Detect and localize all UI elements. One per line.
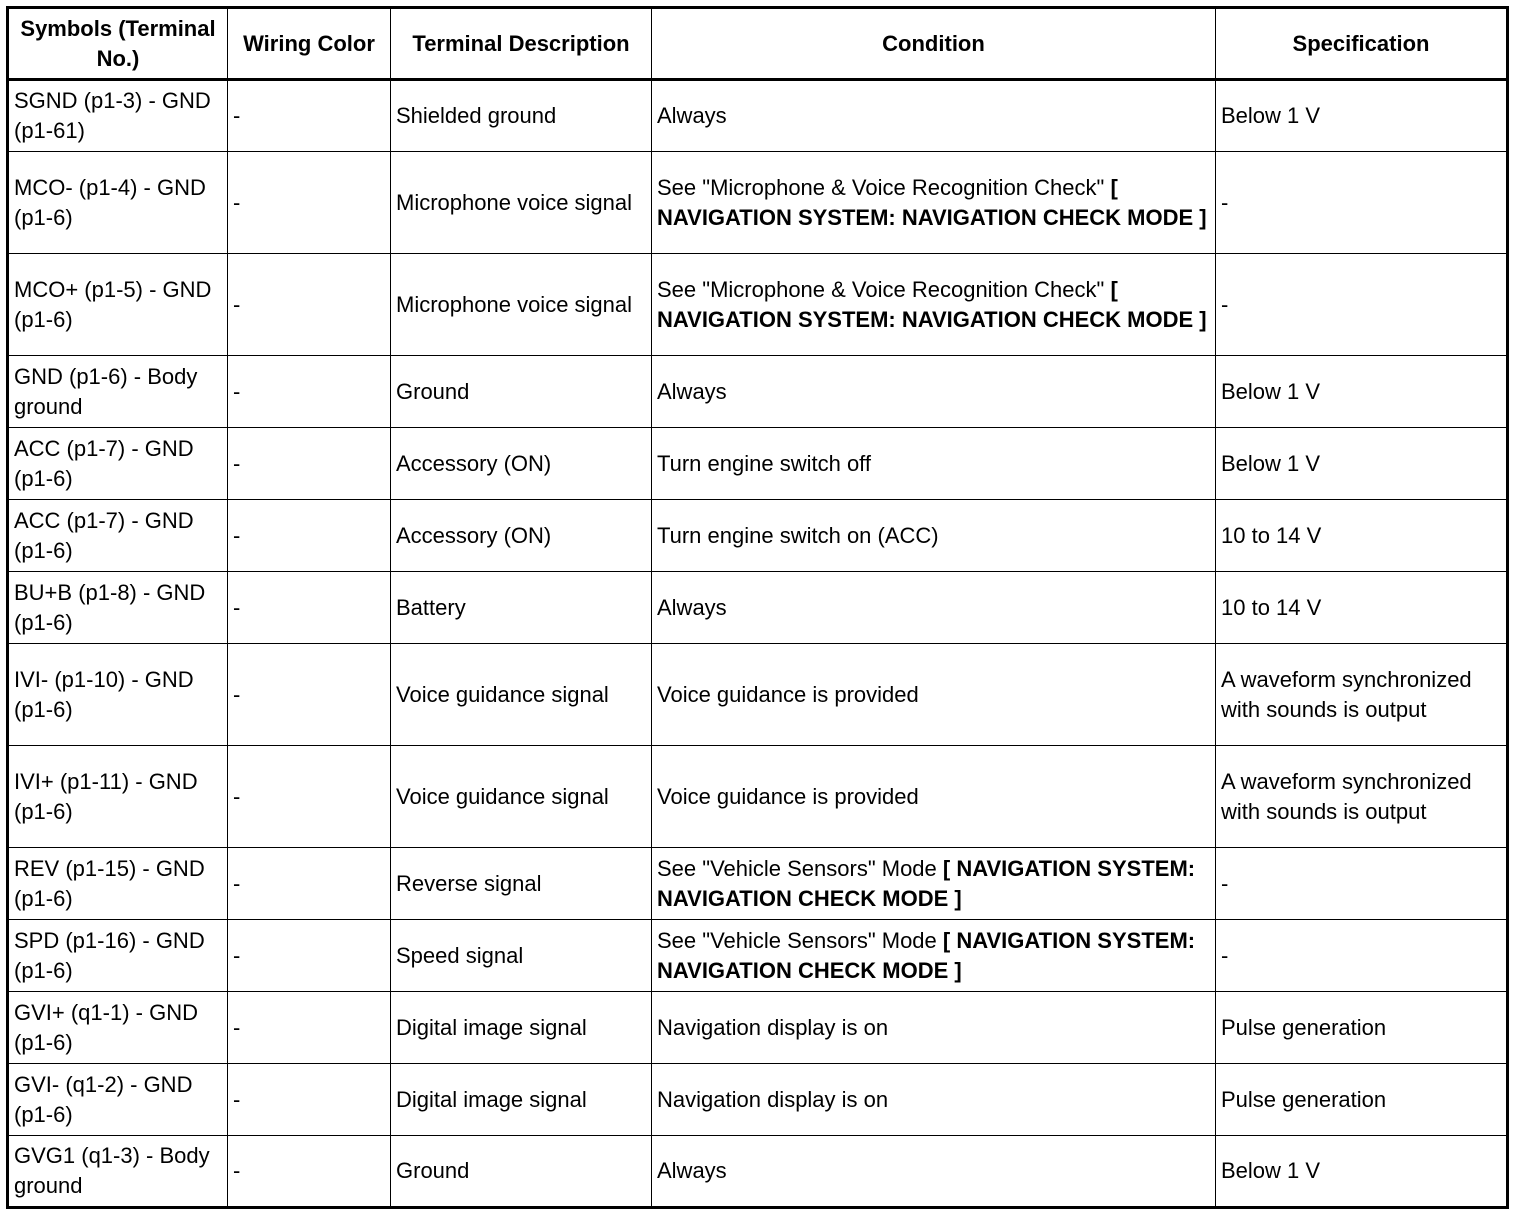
condition-text: See "Vehicle Sensors" Mode bbox=[657, 927, 943, 953]
condition-text: Turn engine switch off bbox=[657, 450, 872, 476]
condition-text: Navigation display is on bbox=[657, 1014, 889, 1040]
cell-specification: Pulse generation bbox=[1216, 992, 1508, 1064]
cell-symbol: SGND (p1-3) - GND (p1-61) bbox=[8, 80, 228, 152]
cell-symbol: GVI+ (q1-1) - GND (p1-6) bbox=[8, 992, 228, 1064]
cell-description: Digital image signal bbox=[391, 1064, 652, 1136]
cell-condition bbox=[652, 152, 1216, 254]
cell-wiring-color: - bbox=[228, 80, 391, 152]
cell-description: Microphone voice signal bbox=[391, 152, 652, 254]
cell-description: Battery bbox=[391, 572, 652, 644]
condition-text: Voice guidance is provided bbox=[657, 681, 919, 707]
table-row bbox=[8, 500, 1508, 572]
cell-wiring-color: - bbox=[228, 356, 391, 428]
table-row bbox=[8, 572, 1508, 644]
condition-text: Always bbox=[657, 594, 727, 620]
cell-symbol: ACC (p1-7) - GND (p1-6) bbox=[8, 500, 228, 572]
cell-specification: - bbox=[1216, 848, 1508, 920]
condition-text: Always bbox=[657, 378, 727, 404]
table-row bbox=[8, 920, 1508, 992]
cell-wiring-color: - bbox=[228, 920, 391, 992]
cell-symbol: BU+B (p1-8) - GND (p1-6) bbox=[8, 572, 228, 644]
cell-description: Speed signal bbox=[391, 920, 652, 992]
cell-description: Accessory (ON) bbox=[391, 500, 652, 572]
cell-condition bbox=[652, 1064, 1216, 1136]
header-wiring-color: Wiring Color bbox=[228, 8, 391, 80]
cell-condition bbox=[652, 848, 1216, 920]
cell-description: Voice guidance signal bbox=[391, 644, 652, 746]
cell-condition bbox=[652, 746, 1216, 848]
cell-condition bbox=[652, 920, 1216, 992]
cell-description: Reverse signal bbox=[391, 848, 652, 920]
cell-condition bbox=[652, 254, 1216, 356]
cell-wiring-color: - bbox=[228, 848, 391, 920]
cell-specification: Below 1 V bbox=[1216, 428, 1508, 500]
condition-reference-link[interactable]: [ NAVIGATION SYSTEM: NAVIGATION CHECK MODE ] bbox=[657, 174, 1207, 230]
header-row bbox=[8, 8, 1508, 80]
cell-wiring-color: - bbox=[228, 428, 391, 500]
cell-wiring-color: - bbox=[228, 254, 391, 356]
cell-description: Ground bbox=[391, 1136, 652, 1208]
header-terminal-description: Terminal Description bbox=[391, 8, 652, 80]
cell-wiring-color: - bbox=[228, 152, 391, 254]
cell-specification: A waveform synchronized with sounds is output bbox=[1216, 746, 1508, 848]
table-row bbox=[8, 80, 1508, 152]
cell-condition bbox=[652, 572, 1216, 644]
condition-text: Always bbox=[657, 103, 727, 128]
cell-description: Microphone voice signal bbox=[391, 254, 652, 356]
cell-description: Digital image signal bbox=[391, 992, 652, 1064]
cell-specification: - bbox=[1216, 152, 1508, 254]
table-row bbox=[8, 1136, 1508, 1208]
condition-text: Always bbox=[657, 1158, 727, 1183]
cell-symbol: REV (p1-15) - GND (p1-6) bbox=[8, 848, 228, 920]
header-condition: Condition bbox=[652, 8, 1216, 80]
condition-reference-link[interactable]: [ NAVIGATION SYSTEM: NAVIGATION CHECK MODE ] bbox=[657, 855, 1196, 911]
cell-symbol: IVI+ (p1-11) - GND (p1-6) bbox=[8, 746, 228, 848]
terminal-inspection-table bbox=[6, 6, 1509, 1209]
cell-description: Voice guidance signal bbox=[391, 746, 652, 848]
cell-specification: - bbox=[1216, 920, 1508, 992]
cell-specification: Pulse generation bbox=[1216, 1064, 1508, 1136]
cell-condition bbox=[652, 644, 1216, 746]
condition-reference-link[interactable]: [ NAVIGATION SYSTEM: NAVIGATION CHECK MODE ] bbox=[657, 927, 1196, 983]
cell-symbol: MCO+ (p1-5) - GND (p1-6) bbox=[8, 254, 228, 356]
header-specification: Specification bbox=[1216, 8, 1508, 80]
cell-condition bbox=[652, 1136, 1216, 1208]
table-row bbox=[8, 746, 1508, 848]
cell-symbol: ACC (p1-7) - GND (p1-6) bbox=[8, 428, 228, 500]
cell-symbol: GND (p1-6) - Body ground bbox=[8, 356, 228, 428]
cell-symbol: MCO- (p1-4) - GND (p1-6) bbox=[8, 152, 228, 254]
header-symbols: Symbols (Terminal No.) bbox=[8, 8, 228, 80]
cell-symbol: IVI- (p1-10) - GND (p1-6) bbox=[8, 644, 228, 746]
table-row bbox=[8, 644, 1508, 746]
cell-wiring-color: - bbox=[228, 572, 391, 644]
condition-text: See "Vehicle Sensors" Mode bbox=[657, 855, 943, 881]
cell-specification: - bbox=[1216, 254, 1508, 356]
table-row bbox=[8, 992, 1508, 1064]
condition-text: See "Microphone & Voice Recognition Check" bbox=[657, 174, 1111, 200]
cell-specification: Below 1 V bbox=[1216, 80, 1508, 152]
cell-specification: 10 to 14 V bbox=[1216, 500, 1508, 572]
cell-specification: Below 1 V bbox=[1216, 1136, 1508, 1208]
cell-wiring-color: - bbox=[228, 1136, 391, 1208]
cell-wiring-color: - bbox=[228, 746, 391, 848]
table-row bbox=[8, 848, 1508, 920]
table-row bbox=[8, 356, 1508, 428]
condition-text: Navigation display is on bbox=[657, 1086, 889, 1112]
table-row bbox=[8, 254, 1508, 356]
condition-reference-link[interactable]: [ NAVIGATION SYSTEM: NAVIGATION CHECK MODE ] bbox=[657, 276, 1207, 332]
table-row bbox=[8, 1064, 1508, 1136]
cell-description: Ground bbox=[391, 356, 652, 428]
condition-text: Turn engine switch on (ACC) bbox=[657, 522, 939, 548]
condition-text: See "Microphone & Voice Recognition Check" bbox=[657, 276, 1111, 302]
terminal-table-container bbox=[6, 6, 1506, 1209]
cell-wiring-color: - bbox=[228, 1064, 391, 1136]
cell-specification: Below 1 V bbox=[1216, 356, 1508, 428]
cell-wiring-color: - bbox=[228, 500, 391, 572]
cell-symbol: SPD (p1-16) - GND (p1-6) bbox=[8, 920, 228, 992]
cell-description: Accessory (ON) bbox=[391, 428, 652, 500]
table-row bbox=[8, 152, 1508, 254]
cell-symbol: GVG1 (q1-3) - Body ground bbox=[8, 1136, 228, 1208]
cell-wiring-color: - bbox=[228, 992, 391, 1064]
table-row bbox=[8, 428, 1508, 500]
cell-condition bbox=[652, 992, 1216, 1064]
cell-symbol: GVI- (q1-2) - GND (p1-6) bbox=[8, 1064, 228, 1136]
cell-condition bbox=[652, 356, 1216, 428]
cell-condition bbox=[652, 428, 1216, 500]
condition-text: Voice guidance is provided bbox=[657, 783, 919, 809]
cell-wiring-color: - bbox=[228, 644, 391, 746]
cell-condition bbox=[652, 500, 1216, 572]
cell-specification: A waveform synchronized with sounds is output bbox=[1216, 644, 1508, 746]
cell-description: Shielded ground bbox=[391, 80, 652, 152]
cell-specification: 10 to 14 V bbox=[1216, 572, 1508, 644]
cell-condition bbox=[652, 80, 1216, 152]
